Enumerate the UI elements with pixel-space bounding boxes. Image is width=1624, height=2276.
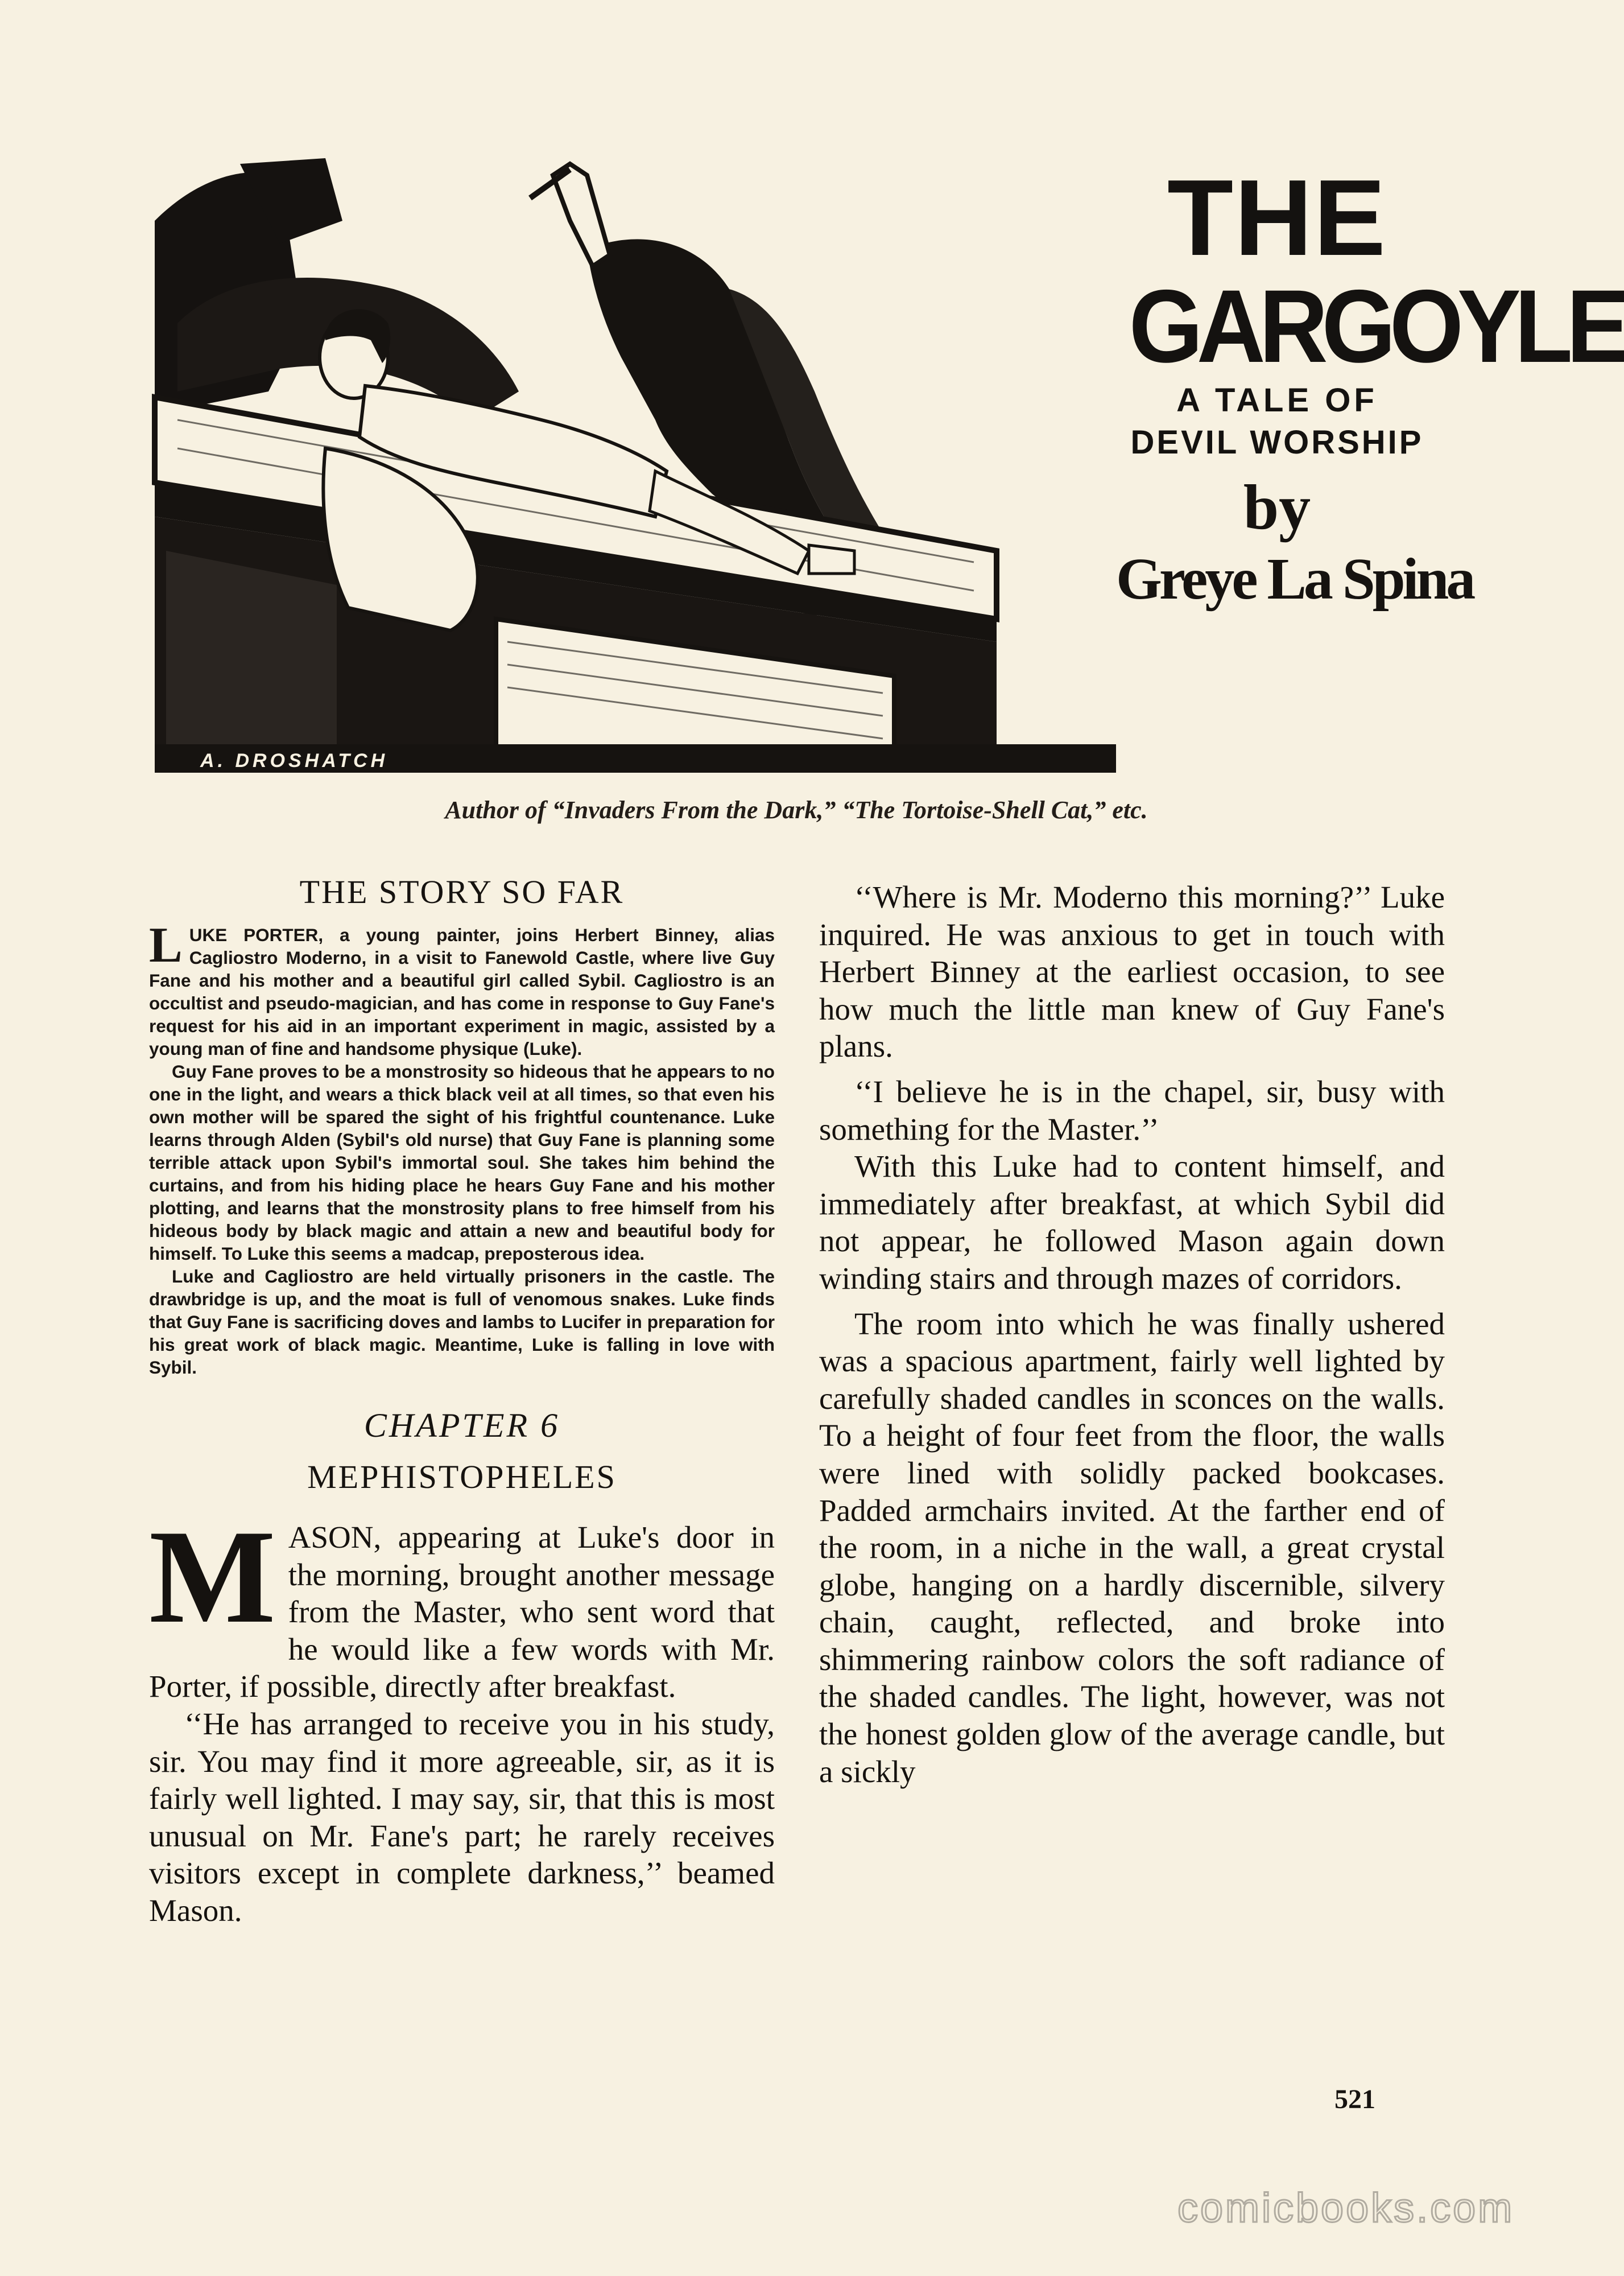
synopsis-drop-cap: L — [149, 918, 183, 973]
chapter-number: CHAPTER 6 — [363, 1407, 560, 1444]
story-illustration — [155, 152, 1624, 773]
synopsis — [149, 918, 775, 1379]
watermark: comicbooks.com — [1177, 2186, 1515, 2231]
story-paragraph: ‘‘He has arranged to receive you in his study, sir. You may find it more agreeable, sir, as it is fairly well lighted. I may say, sir, that this is most unusual on Mr. Fane's part; he rarely receives visitors except in complete darkness,’’ beamed Mason. — [149, 1706, 775, 1928]
story-body-right — [819, 879, 1445, 1790]
story-paragraph: The room into which he was finally ushered was a spacious apartment, fairly well lighted by carefully shaded candles in sconces on the walls. To a height of four feet from the floor, the walls were lined with solidly packed bookcases. Padded armchairs invited. At the farther end of the room, in a niche in the wall, a great crystal globe, hanging on a hardly discernible, silvery chain, caught, reflected, and broke into shimmering rainbow colors the soft radiance of the shaded candles. The light, however, was not the honest golden glow of the average candle, but a sickly — [819, 1306, 1445, 1789]
altar-sacrifice-drawing — [155, 152, 1116, 773]
story-paragraph: MASON, appearing at Luke's door in the morning, brought another message from the Master, who sent word that he would like a few words with Mr. Porter, if possible, directly after breakfast. — [149, 1503, 775, 1704]
chapter-title: MEPHISTOPHELES — [307, 1458, 617, 1495]
story-body-left — [149, 1503, 775, 1929]
story-paragraph: ‘‘Where is Mr. Moderno this morning?’’ Luke inquired. He was anxious to get in touch with Herbert Binney at the earliest occasion, to see how much the little man knew of Guy Fane's plans. — [819, 880, 1445, 1064]
artist-signature: A. DROSHATCH — [200, 750, 389, 772]
left-column — [149, 871, 775, 1929]
author-credits-caption: Author of “Invaders From the Dark,” “The Tortoise-Shell Cat,” etc. — [445, 796, 1148, 824]
story-paragraph: With this Luke had to content himself, and immediately after breakfast, at which Sybil did not appear, he followed Mason again down winding stairs and through mazes of corridors. — [819, 1149, 1445, 1296]
story-paragraph: ‘‘I believe he is in the chapel, sir, busy with something for the Master.’’ — [819, 1074, 1445, 1147]
synopsis-paragraph: Luke and Cagliostro are held virtually prisoners in the castle. The drawbridge is up, and the moat is full of venomous snakes. Luke finds that Guy Fane is sacrificing doves and lambs to Lucifer in preparation for his great work of black magic. Meantime, Luke is falling in love with Sybil. — [149, 1266, 775, 1378]
synopsis-heading: THE STORY SO FAR — [299, 873, 625, 910]
synopsis-paragraph: LUKE PORTER, a young painter, joins Herbert Binney, alias Cagliostro Moderno, in a visit to Fanewold Castle, where live Guy Fane and his mother and a beautiful girl called Sybil. Cagliostro is an occultist and pseudo-magician, and has come in response to Guy Fane's request for his aid in an important experiment in magic, assisted by a young man of fine and handsome physique (Luke). — [149, 918, 775, 1059]
by-line: by — [1243, 472, 1311, 543]
story-subtitle-line-2: DEVIL WORSHIP — [1130, 424, 1424, 461]
story-title: GARGOYLE — [1129, 268, 1624, 384]
chapter-drop-cap: M — [149, 1503, 276, 1651]
story-subtitle-line-1: A TALE OF — [1176, 382, 1378, 419]
page-number: 521 — [1334, 2084, 1375, 2114]
title-block — [1116, 152, 1624, 773]
right-column — [819, 871, 1445, 1790]
synopsis-paragraph: Guy Fane proves to be a monstrosity so hideous that he appears to no one in the light, and wears a thick black veil at all times, so that even his own mother will be spared the sight of his frightful countenance. Luke learns through Alden (Sybil's old nurse) that Guy Fane is planning some terrible attack upon Sybil's immortal soul. She takes him behind the curtains, and from his hiding place he hears Guy Fane and his mother plotting, and learns that the monstrosity plans to free himself from his hideous body by black magic and attain a new and beautiful body for himself. To Luke this seems a madcap, preposterous idea. — [149, 1061, 775, 1264]
story-title-the: THE — [1167, 158, 1387, 278]
author-name: Greye La Spina — [1116, 546, 1473, 612]
